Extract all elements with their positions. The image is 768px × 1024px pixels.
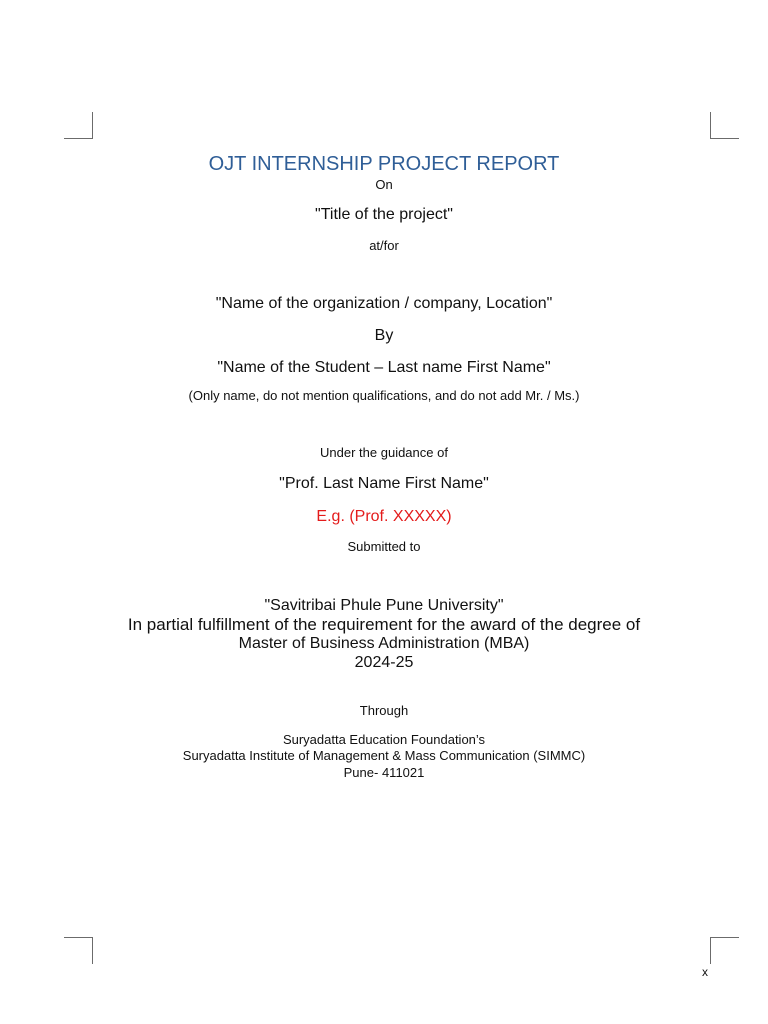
crop-mark-top-left <box>64 112 93 139</box>
academic-year: 2024-25 <box>354 654 414 671</box>
student-name: "Name of the Student – Last name First Name" <box>217 359 551 376</box>
project-title: "Title of the project" <box>315 206 453 223</box>
at-for-label: at/for <box>369 238 399 253</box>
university-name: "Savitribai Phule Pune University" <box>264 597 504 614</box>
foundation-name: Suryadatta Education Foundation’s <box>282 732 486 747</box>
fulfillment-statement: In partial fulfillment of the requirement for the award of the degree of <box>127 615 641 634</box>
by-label: By <box>374 327 394 344</box>
guide-example: E.g. (Prof. XXXXX) <box>316 508 452 525</box>
through-label: Through <box>359 703 409 718</box>
guidance-label: Under the guidance of <box>320 445 448 460</box>
crop-mark-top-right <box>710 112 739 139</box>
page-number: x <box>702 965 708 979</box>
report-heading: OJT INTERNSHIP PROJECT REPORT <box>208 153 560 175</box>
name-note: (Only name, do not mention qualifications, and do not add Mr. / Ms.) <box>188 388 580 403</box>
crop-mark-bottom-right <box>710 937 739 964</box>
guide-name: "Prof. Last Name First Name" <box>279 475 489 492</box>
crop-mark-bottom-left <box>64 937 93 964</box>
on-label: On <box>375 177 393 192</box>
city-pin: Pune- 411021 <box>343 765 425 780</box>
institute-name: Suryadatta Institute of Management & Mass Communication (SIMMC) <box>182 748 586 763</box>
submitted-to-label: Submitted to <box>347 539 421 554</box>
degree-name: Master of Business Administration (MBA) <box>238 635 530 652</box>
organization-name: "Name of the organization / company, Location" <box>215 295 553 312</box>
